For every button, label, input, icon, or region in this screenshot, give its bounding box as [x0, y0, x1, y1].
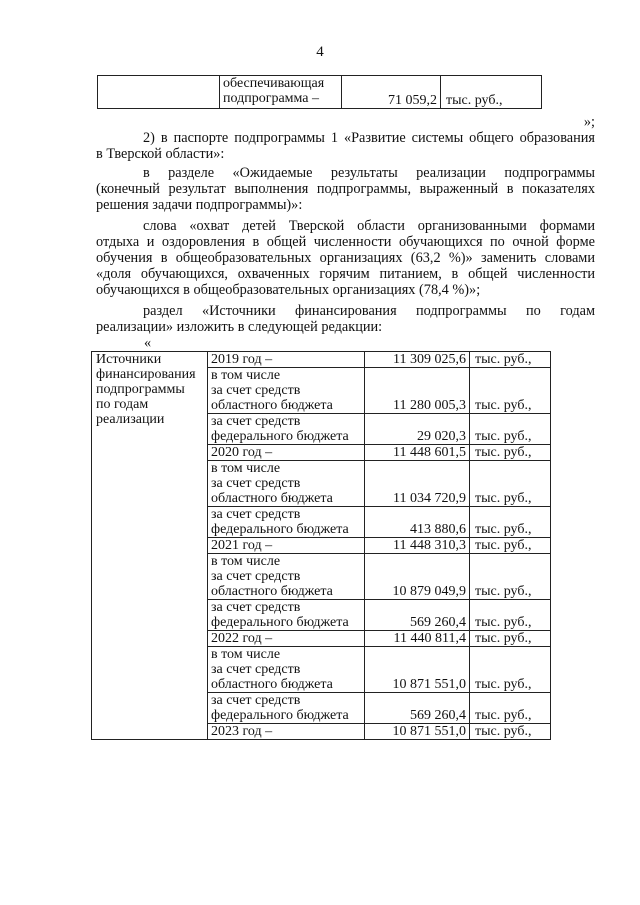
text-line: обучающихся в общеобразовательных организациях (78,4 %)»;	[96, 282, 481, 298]
description-line: федерального бюджета	[211, 429, 349, 444]
description-line: в том числе	[211, 368, 281, 383]
description-cell	[208, 414, 365, 445]
description-line: в том числе	[211, 461, 281, 476]
description-line: 2022 год –	[211, 631, 273, 646]
description-line: обеспечивающая	[223, 76, 325, 91]
source-cell	[92, 352, 208, 740]
unit-cell: тыс. руб.,	[470, 600, 551, 631]
description-line: за счет средств	[211, 507, 301, 522]
description-line: 2019 год –	[211, 352, 273, 367]
text-line: 2) в паспорте подпрограммы 1 «Развитие системы общего образования	[143, 130, 595, 146]
description-line: областного бюджета	[211, 398, 333, 413]
description-line: за счет средств	[211, 693, 301, 708]
subparagraph-3	[96, 303, 595, 335]
description-line: федерального бюджета	[211, 708, 349, 723]
unit-cell: тыс. руб.,	[470, 647, 551, 693]
amount-cell: 29 020,3	[365, 414, 470, 445]
description-cell	[208, 600, 365, 631]
text-line: раздел «Источники финансирования подпрограммы по годам	[143, 303, 595, 319]
amount-cell: 11 440 811,4	[365, 631, 470, 647]
text-line: отдыха и оздоровления в общей численности обучающихся по очной форме	[96, 234, 595, 250]
text-line: в разделе «Ожидаемые результаты реализации подпрограммы	[143, 165, 595, 181]
description-line: федерального бюджета	[211, 615, 349, 630]
item-2-paragraph	[96, 130, 595, 162]
amount-cell: 11 309 025,6	[365, 352, 470, 368]
description-cell	[208, 352, 365, 368]
description-line: областного бюджета	[211, 677, 333, 692]
description-cell	[220, 76, 342, 109]
unit-cell: тыс. руб.,	[470, 461, 551, 507]
unit-cell: тыс. руб.,	[470, 352, 551, 368]
table-row	[98, 76, 542, 109]
unit-cell: тыс. руб.,	[470, 724, 551, 740]
subparagraph-1	[96, 165, 595, 213]
closing-quote: »;	[583, 114, 595, 130]
source-line: финансирования	[96, 367, 196, 382]
table-row	[92, 352, 551, 368]
top-table	[97, 75, 542, 109]
description-cell	[208, 724, 365, 740]
description-line: за счет средств	[211, 662, 301, 677]
unit-cell: тыс. руб.,	[470, 445, 551, 461]
description-line: 2021 год –	[211, 538, 273, 553]
empty-cell	[98, 76, 220, 109]
amount-cell: 11 448 601,5	[365, 445, 470, 461]
description-line: в том числе	[211, 647, 281, 662]
description-line: за счет средств	[211, 383, 301, 398]
description-line: областного бюджета	[211, 491, 333, 506]
unit-cell: тыс. руб.,	[470, 414, 551, 445]
amount-cell: 11 280 005,3	[365, 368, 470, 414]
amount-cell: 569 260,4	[365, 600, 470, 631]
text-line: слова «охват детей Тверской области организованными формами	[143, 218, 595, 234]
opening-quote: «	[144, 335, 152, 351]
page-number: 4	[316, 44, 324, 60]
description-cell	[208, 693, 365, 724]
description-cell	[208, 368, 365, 414]
description-line: в том числе	[211, 554, 281, 569]
amount-cell: 10 871 551,0	[365, 724, 470, 740]
source-line: реализации	[96, 412, 165, 427]
description-line: областного бюджета	[211, 584, 333, 599]
amount-cell: 413 880,6	[365, 507, 470, 538]
unit-cell: тыс. руб.,	[470, 507, 551, 538]
description-line: подпрограмма –	[223, 91, 319, 106]
description-line: за счет средств	[211, 600, 301, 615]
amount-cell: 11 448 310,3	[365, 538, 470, 554]
unit-cell: тыс. руб.,	[470, 693, 551, 724]
text-line: обучения в общеобразовательных организациях (63,2 %)» заменить словами	[96, 250, 595, 266]
unit-cell: тыс. руб.,	[470, 554, 551, 600]
description-cell	[208, 631, 365, 647]
amount-cell: 569 260,4	[365, 693, 470, 724]
subparagraph-2	[96, 218, 595, 298]
description-line: 2023 год –	[211, 724, 273, 739]
amount-cell: 11 034 720,9	[365, 461, 470, 507]
description-line: за счет средств	[211, 476, 301, 491]
description-cell	[208, 554, 365, 600]
amount-cell: 10 871 551,0	[365, 647, 470, 693]
unit-cell: тыс. руб.,	[470, 631, 551, 647]
description-line: за счет средств	[211, 414, 301, 429]
description-cell	[208, 461, 365, 507]
description-cell	[208, 507, 365, 538]
value-cell: 71 059,2	[342, 76, 441, 109]
text-line: «доля обучающихся, охваченных горячим питанием, в общей численности	[96, 266, 595, 282]
description-cell	[208, 647, 365, 693]
financing-table	[91, 351, 551, 740]
description-cell	[208, 538, 365, 554]
text-line: реализации» изложить в следующей редакции:	[96, 319, 383, 335]
text-line: решения задачи подпрограммы)»:	[96, 197, 303, 213]
unit-cell: тыс. руб.,	[470, 368, 551, 414]
source-line: по годам	[96, 397, 149, 412]
unit-cell: тыс. руб.,	[441, 76, 542, 109]
description-line: за счет средств	[211, 569, 301, 584]
text-line: в Тверской области»:	[96, 146, 225, 162]
text-line: (конечный результат выполнения подпрограммы, выраженный в показателях	[96, 181, 595, 197]
description-line: федерального бюджета	[211, 522, 349, 537]
unit-cell: тыс. руб.,	[470, 538, 551, 554]
description-line: 2020 год –	[211, 445, 273, 460]
source-line: подпрограммы	[96, 382, 185, 397]
amount-cell: 10 879 049,9	[365, 554, 470, 600]
description-cell	[208, 445, 365, 461]
source-line: Источники	[96, 352, 162, 367]
